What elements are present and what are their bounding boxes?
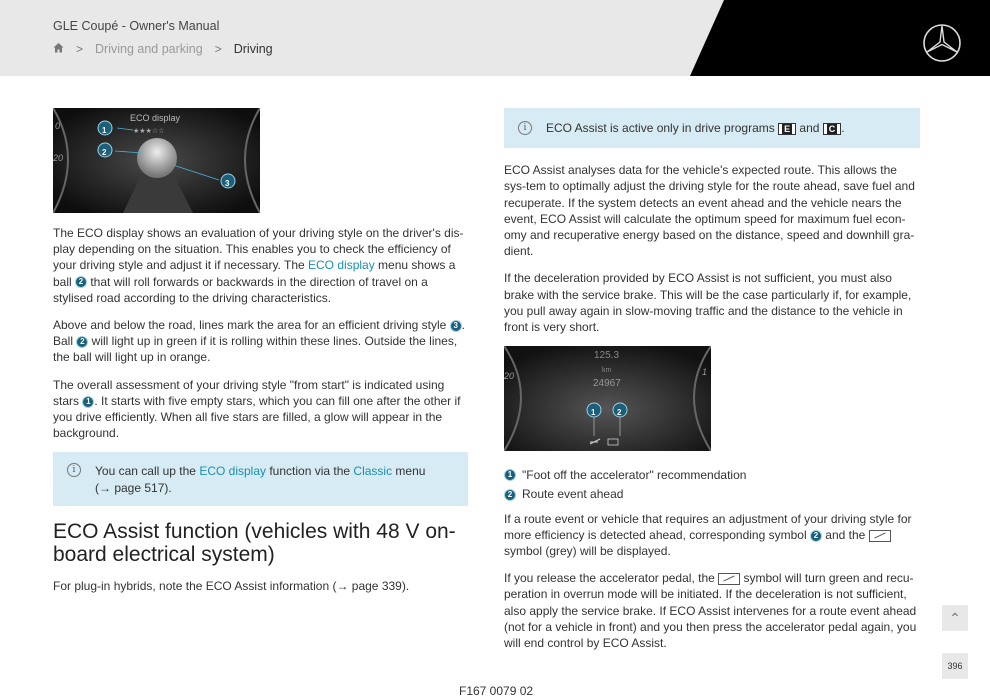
drive-program-c-icon: C	[823, 123, 842, 135]
text: ECO Assist is active only in drive programs	[546, 121, 779, 135]
eco-display-image-label: ECO display	[130, 113, 181, 123]
paragraph-plugin-hybrid: For plug-in hybrids, note the ECO Assist information (→ page 339).	[53, 578, 410, 593]
left-column	[53, 108, 468, 605]
callout-2-icon: 2	[76, 336, 88, 348]
scale-tick-label: 20	[504, 371, 515, 382]
eco-display-image	[53, 108, 260, 213]
callout-1-icon: 1	[504, 469, 516, 481]
callout-2: 2	[102, 148, 107, 157]
eco-display-link[interactable]: ECO display	[199, 464, 267, 479]
eco-assist-display-image	[504, 346, 711, 451]
mercedes-star-logo-icon[interactable]	[922, 23, 962, 63]
text: .	[841, 121, 845, 135]
figure-code: F167 0079 02	[459, 684, 534, 698]
legend-item	[504, 486, 920, 502]
section-heading: ECO Assist function (vehicles with 48 V on-board electrical system)	[53, 519, 456, 566]
callout-1-icon: 1	[82, 396, 94, 408]
legend-text: "Foot off the accelerator" recommendation	[522, 468, 747, 483]
text: The overall assessment of your driving style "from start" is indicated using stars	[53, 377, 445, 408]
drive-program-e-icon: E	[778, 123, 796, 135]
display-distance: 125.3	[594, 350, 620, 362]
legend	[504, 467, 920, 502]
text: and the	[821, 527, 869, 542]
info-icon: i	[67, 463, 81, 477]
text: You can call up the	[95, 464, 200, 479]
text: . It starts with five empty stars, which you can fill one after the other if you drive efficiently. When all five stars are filled, a glow will appear in the background.	[53, 393, 461, 441]
chevron-right-icon: >	[76, 42, 84, 56]
scale-tick-label: 0	[55, 121, 61, 131]
callout-2-icon: 2	[504, 489, 516, 501]
home-icon[interactable]	[53, 42, 64, 56]
breadcrumb-current: Driving	[233, 42, 273, 56]
callout-2-icon: 2	[810, 530, 822, 542]
right-column	[504, 106, 920, 662]
legend-text: Route event ahead	[522, 487, 624, 502]
text: will light up in green if it is rolling within these lines. Outside the lines, the ball will light up in orange.	[53, 334, 458, 365]
text: Above and below the road, lines mark the area for an efficient driving style	[53, 318, 450, 333]
page-number: 396	[942, 653, 968, 679]
foot-off-accelerator-icon	[718, 573, 740, 585]
manual-title: GLE Coupé - Owner's Manual	[53, 19, 220, 33]
display-odometer: 24967	[593, 378, 621, 390]
callout-1: 1	[591, 408, 596, 418]
scroll-to-top-button[interactable]	[942, 605, 968, 631]
text: If you release the accelerator pedal, the	[504, 571, 719, 586]
text: that will roll forwards or backwards in the direction of travel on a stylised road according to the driving characteristics.	[53, 274, 428, 305]
text: symbol (grey) will be displayed.	[504, 544, 671, 559]
callout-3: 3	[225, 179, 230, 188]
breadcrumb-link-driving-and-parking[interactable]: Driving and parking	[95, 42, 203, 56]
callout-2: 2	[617, 408, 622, 418]
legend-item	[504, 467, 920, 483]
info-note	[53, 452, 468, 505]
text: menu	[392, 464, 426, 479]
chevron-right-icon: >	[214, 42, 222, 56]
paragraph-road-lines	[53, 317, 468, 366]
paragraph-eco-assist: ECO Assist analyses data for the vehicle's expected route. This allows the sys-tem to optimally adjust the driving style for the route ahead, save fuel and recuperate. If the system detects an event ahead and the vehicle nears the event, ECO Assist will calculate the optimum speed for maximum fuel econ-omy and recuperative energy based on the distance, speed and downhill gra-dient.	[504, 163, 915, 259]
callout-3-icon: 3	[450, 320, 462, 332]
paragraph-eco-display	[53, 225, 468, 306]
classic-link[interactable]: Classic	[353, 464, 393, 479]
info-note-drive-programs	[504, 108, 920, 148]
paragraph-stars	[53, 377, 468, 442]
text: The ECO display shows an evaluation of your driving style on the driver's dis-play depending on the situation. This enables you to check the efficiency of your driving style and adjust it if necessary. The	[53, 226, 464, 273]
text: . Ball	[53, 318, 466, 349]
scale-tick-label: 20	[53, 153, 64, 163]
paragraph-release-pedal	[504, 570, 920, 651]
paragraph-route-event	[504, 511, 920, 560]
text: menu shows a ball	[53, 258, 456, 289]
svg-text:★★★☆☆: ★★★☆☆	[133, 127, 165, 135]
callout-1: 1	[102, 126, 107, 135]
display-unit: km	[602, 367, 612, 375]
paragraph-deceleration: If the deceleration provided by ECO Assist is not sufficient, you must also brake with the service brake. This will be the case particularly if, for example, you pull away again in slow-moving traffic and the distance to the vehicle in front is very short.	[504, 271, 912, 335]
info-icon: i	[518, 121, 532, 135]
text: function via the	[266, 464, 354, 479]
callout-2-icon: 2	[75, 276, 87, 288]
chevron-up-icon: ⌃	[949, 609, 961, 626]
foot-off-accelerator-icon	[869, 530, 891, 542]
text: symbol will turn green and recu-peration in overrun mode will be initiated. If the deceleration is not sufficient, also apply the service brake. If ECO Assist intervenes for a route event ahead (not for a vehicle in front) and you then press the accelerator pedal again, you will end control by ECO Assist.	[504, 571, 917, 651]
text: If a route event or vehicle that requires an adjustment of your driving style for more efficiency is detected ahead, corresponding symbol	[504, 511, 912, 542]
text: and	[796, 121, 823, 135]
eco-display-link[interactable]: ECO display	[308, 258, 375, 273]
page-reference-link[interactable]: (→ page 517).	[95, 480, 172, 495]
scale-tick-label: 1	[702, 367, 708, 378]
breadcrumb	[53, 42, 273, 56]
